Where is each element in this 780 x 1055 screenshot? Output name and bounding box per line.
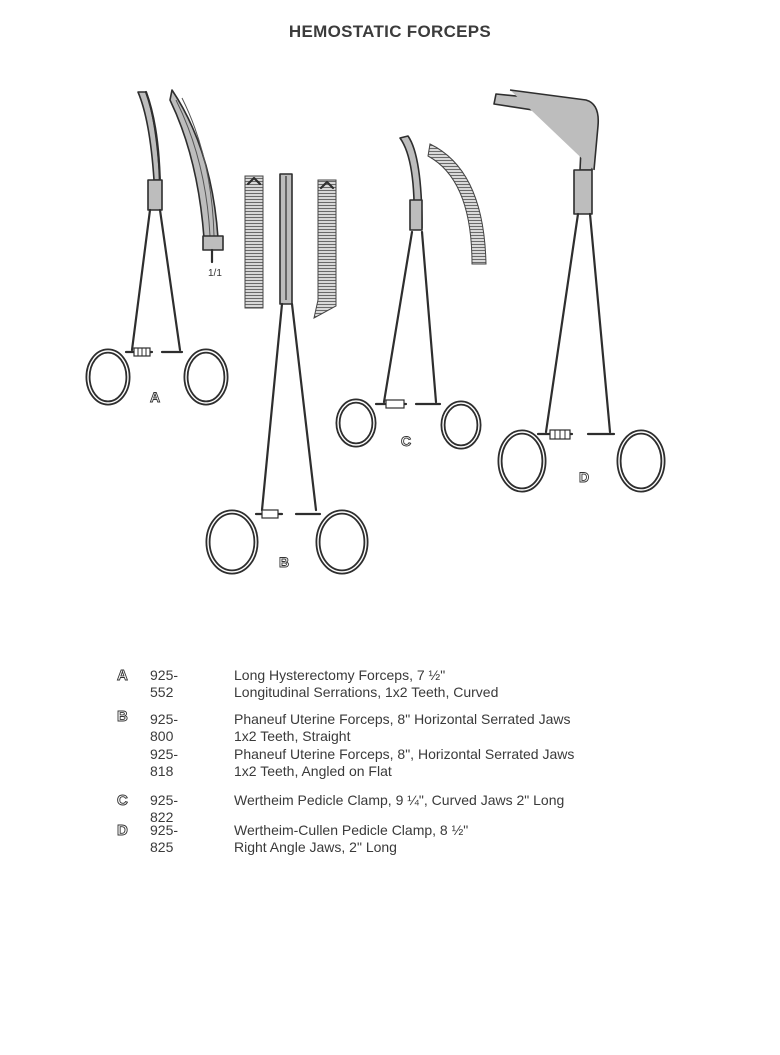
description-line: Long Hysterectomy Forceps, 7 ½" <box>234 667 446 683</box>
forceps-b <box>208 174 366 572</box>
description-line: 1x2 Teeth, Straight <box>234 728 351 744</box>
description-line: Right Angle Jaws, 2" Long <box>234 839 397 855</box>
forceps-a <box>88 90 226 403</box>
catalog-number: 925-800 <box>150 711 179 744</box>
figure-label-a: A <box>150 389 161 405</box>
page-title: HEMOSTATIC FORCEPS <box>288 22 492 41</box>
item-description <box>234 711 654 745</box>
forceps-c <box>338 136 486 447</box>
forceps-d <box>494 90 663 490</box>
item-description <box>234 746 654 780</box>
legend-letter: A <box>117 667 128 684</box>
description-line: 1x2 Teeth, Angled on Flat <box>234 763 392 779</box>
catalog-number: 925-825 <box>150 822 179 855</box>
description-line: Wertheim-Cullen Pedicle Clamp, 8 ½" <box>234 822 469 838</box>
legend-letter: B <box>117 708 128 725</box>
item-description <box>234 667 654 701</box>
description-line: Wertheim Pedicle Clamp, 9 ¼", Curved Jaws 2" Long <box>234 792 565 808</box>
description-line: Phaneuf Uterine Forceps, 8", Horizontal Serrated Jaws <box>234 746 575 762</box>
legend-letter: D <box>117 822 128 839</box>
item-description <box>234 822 654 856</box>
catalog-number: 925-552 <box>150 667 179 700</box>
catalog-number: 925-822 <box>150 792 179 825</box>
figure-label-c: C <box>401 433 412 449</box>
description-line: Longitudinal Serrations, 1x2 Teeth, Curved <box>234 684 499 700</box>
figure-label-d: D <box>579 469 590 485</box>
item-description <box>234 792 654 809</box>
figure-label-b: B <box>279 554 290 570</box>
catalog-number: 925-818 <box>150 746 179 779</box>
description-line: Phaneuf Uterine Forceps, 8" Horizontal Serrated Jaws <box>234 711 571 727</box>
legend-letter: C <box>117 792 128 809</box>
figure-label-ratio: 1/1 <box>208 268 222 279</box>
